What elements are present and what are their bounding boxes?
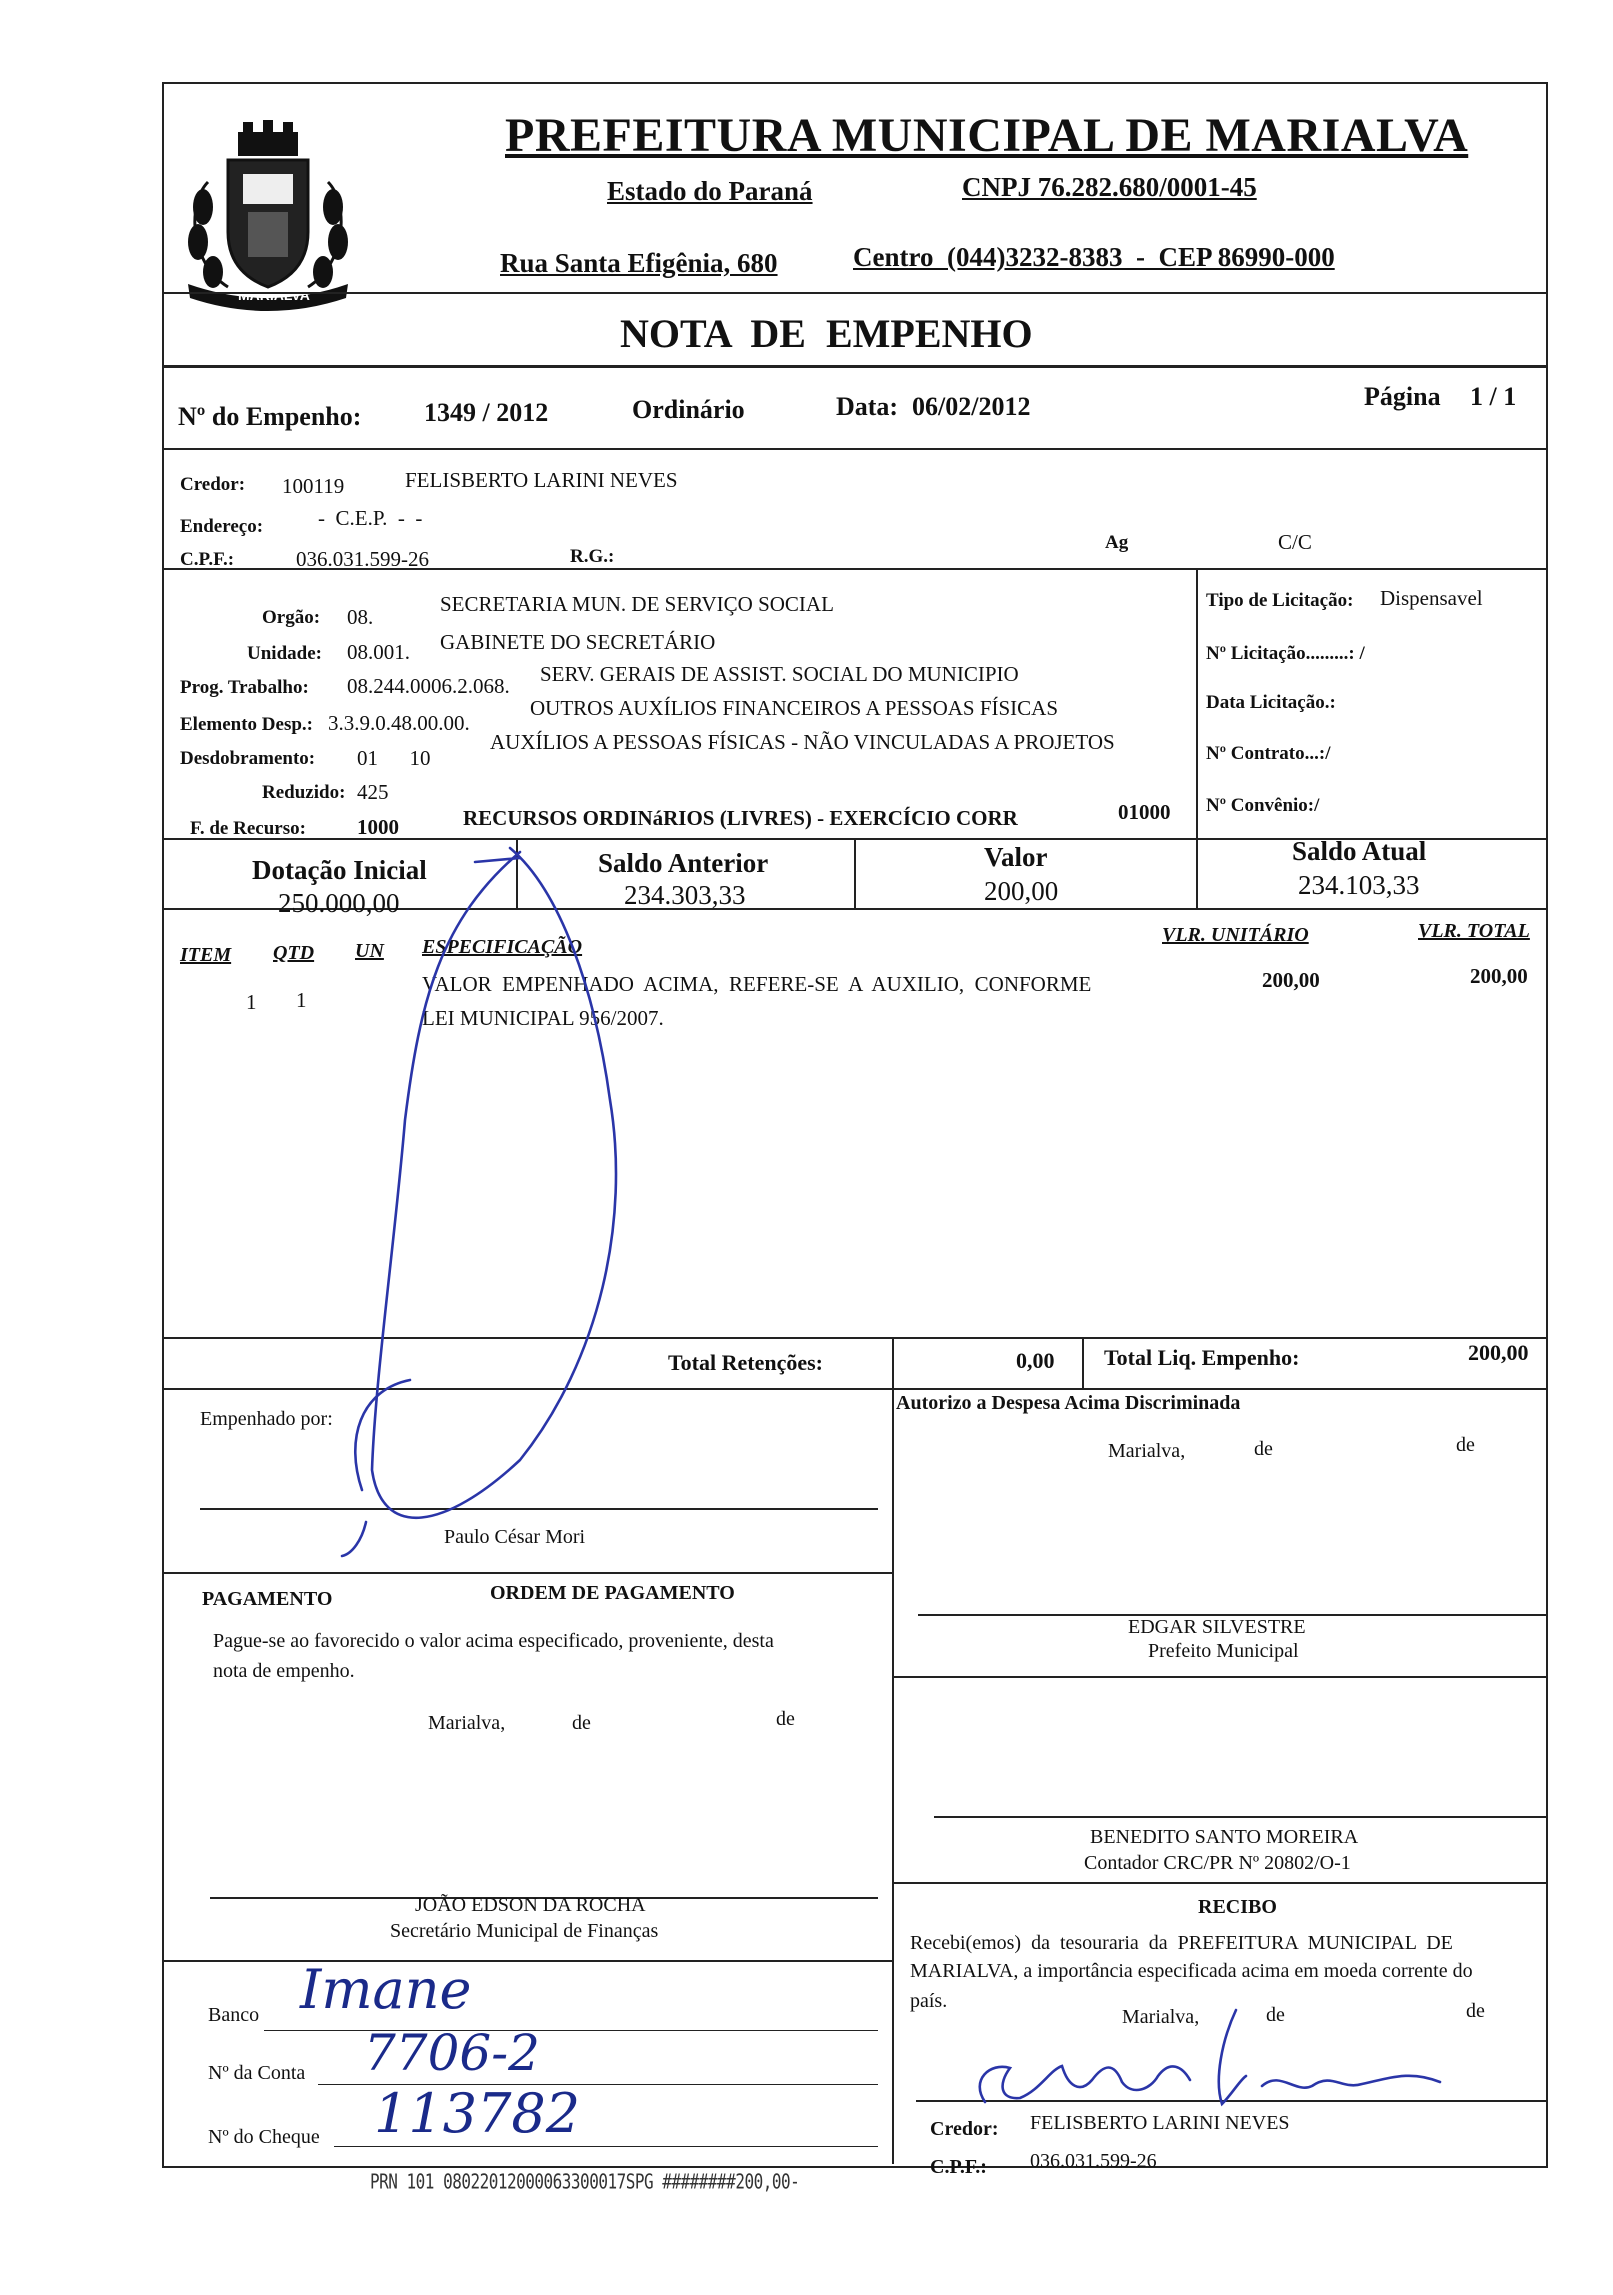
cheque-handwritten: 113782 — [374, 2082, 581, 2145]
banco-handwritten: Imane — [300, 1958, 472, 2021]
secretario-name: JOÃO EDSON DA ROCHA — [415, 1894, 646, 1916]
recibo-de2: de — [1466, 2000, 1485, 2022]
contador-role: Contador CRC/PR Nº 20802/O-1 — [1084, 1852, 1351, 1874]
unidade-name: GABINETE DO SECRETÁRIO — [440, 630, 716, 654]
recibo-title: RECIBO — [1198, 1896, 1277, 1918]
recurso-label: F. de Recurso: — [190, 818, 306, 839]
document-title: NOTA DE EMPENHO — [620, 311, 1033, 356]
valor-value: 200,00 — [984, 876, 1059, 906]
credor-code: 100119 — [282, 474, 345, 498]
item-qtd: 1 — [296, 988, 307, 1012]
unidade-label: Unidade: — [247, 643, 322, 664]
recurso-name: RECURSOS ORDINáRIOS (LIVRES) - EXERCÍCIO CORR — [463, 806, 1018, 830]
district-phone: Centro (044)3232-8383 - CEP 86990-000 — [853, 242, 1335, 272]
data-licitacao-label: Data Licitação.: — [1206, 692, 1336, 713]
recibo-cpf-label: C.P.F.: — [930, 2156, 987, 2178]
elemento-code: 3.3.9.0.48.00.00. — [328, 711, 470, 735]
item-total-value: 200,00 — [1470, 964, 1528, 988]
col-header-vlr-total: VLR. TOTAL — [1418, 920, 1530, 942]
state-name: Estado do Paraná — [607, 176, 813, 206]
item-spec-line1: VALOR EMPENHADO ACIMA, REFERE-SE A AUXILIO, CONFORME — [422, 972, 1092, 996]
machine-code: PRN 101 08022012000063300017SPG ########200,00- — [370, 2169, 800, 2194]
contador-name: BENEDITO SANTO MOREIRA — [1090, 1826, 1359, 1848]
recipient-signature — [1262, 2076, 1440, 2088]
pagamento-place: Marialva, — [428, 1712, 506, 1734]
coat-of-arms-text: MARIALVA — [238, 287, 310, 303]
empenhado-label: Empenhado por: — [200, 1408, 333, 1430]
desdobramento-label: Desdobramento: — [180, 748, 316, 769]
endereco-value: - C.E.P. - - — [318, 506, 423, 530]
banco-label: Banco — [208, 2004, 260, 2026]
liquido-value: 200,00 — [1468, 1340, 1529, 1365]
reduzido-label: Reduzido: — [262, 782, 346, 803]
cpf-value: 036.031.599-26 — [296, 547, 429, 571]
date-label: Data: — [836, 392, 899, 421]
page-value: 1 / 1 — [1470, 382, 1517, 411]
convenio-label: Nº Convênio:/ — [1206, 795, 1320, 816]
pagamento-text-line1: Pague-se ao favorecido o valor acima especificado, proveniente, desta — [213, 1630, 774, 1652]
elemento-name: OUTROS AUXÍLIOS FINANCEIROS A PESSOAS FÍSICAS — [530, 696, 1059, 720]
recipient-signature — [980, 2066, 1190, 2102]
prog-name: SERV. GERAIS DE ASSIST. SOCIAL DO MUNICIPIO — [540, 662, 1019, 686]
desdobramento-code: 01 10 — [357, 746, 431, 770]
secretario-role: Secretário Municipal de Finanças — [390, 1920, 659, 1942]
unidade-code: 08.001. — [347, 640, 410, 664]
pagamento-label: PAGAMENTO — [202, 1588, 333, 1610]
col-header-vlr-unitario: VLR. UNITÁRIO — [1162, 924, 1309, 946]
dotacao-label: Dotação Inicial — [252, 855, 427, 885]
pagamento-de1: de — [572, 1712, 591, 1734]
item-spec-line2: LEI MUNICIPAL 956/2007. — [422, 1006, 664, 1030]
item-number: 1 — [246, 990, 257, 1014]
liquido-label: Total Liq. Empenho: — [1104, 1345, 1300, 1370]
cc-label: C/C — [1278, 530, 1312, 554]
autorizo-place: Marialva, — [1108, 1440, 1186, 1462]
desdobramento-name: AUXÍLIOS A PESSOAS FÍSICAS - NÃO VINCULADAS A PROJETOS — [490, 730, 1115, 754]
retencoes-value: 0,00 — [1016, 1348, 1055, 1373]
recibo-text-line3: país. — [910, 1990, 948, 2012]
address: Rua Santa Efigênia, 680 — [500, 248, 778, 278]
cnpj: CNPJ 76.282.680/0001-45 — [962, 172, 1257, 202]
col-header-especificacao: ESPECIFICAÇÃO — [422, 936, 583, 958]
recibo-credor-label: Credor: — [930, 2118, 999, 2140]
saldo-anterior-value: 234.303,33 — [624, 880, 746, 910]
orgao-name: SECRETARIA MUN. DE SERVIÇO SOCIAL — [440, 592, 834, 616]
autorizo-label: Autorizo a Despesa Acima Discriminada — [896, 1392, 1241, 1414]
conta-handwritten: 7706-2 — [364, 2024, 540, 2082]
valor-label: Valor — [984, 842, 1048, 872]
saldo-atual-value: 234.103,33 — [1298, 870, 1420, 900]
empenho-label: Nº do Empenho: — [178, 402, 362, 431]
tipo-licitacao-value: Dispensavel — [1380, 586, 1483, 610]
col-header-qtd: QTD — [273, 942, 315, 964]
credor-name: FELISBERTO LARINI NEVES — [405, 468, 678, 492]
recibo-de1: de — [1266, 2004, 1285, 2026]
col-header-un: UN — [355, 940, 384, 962]
elemento-label: Elemento Desp.: — [180, 714, 313, 735]
prog-code: 08.244.0006.2.068. — [347, 674, 510, 698]
date-value: 06/02/2012 — [912, 392, 1031, 421]
conta-label: Nº da Conta — [208, 2062, 306, 2084]
endereco-label: Endereço: — [180, 516, 264, 537]
contrato-label: Nº Contrato...:/ — [1206, 743, 1331, 764]
item-unit-value: 200,00 — [1262, 968, 1320, 992]
dotacao-value: 250.000,00 — [278, 888, 400, 918]
blue-pen-stroke — [342, 1522, 366, 1556]
recipient-signature — [1219, 2010, 1246, 2104]
col-header-item: ITEM — [180, 944, 232, 966]
cheque-label: Nº do Cheque — [208, 2126, 320, 2148]
credor-label: Credor: — [180, 474, 246, 495]
empenho-type: Ordinário — [632, 395, 745, 424]
blue-pen-stroke — [475, 858, 520, 862]
recibo-credor-name: FELISBERTO LARINI NEVES — [1030, 2112, 1290, 2134]
page-title: PREFEITURA MUNICIPAL DE MARIALVA — [505, 109, 1469, 162]
tipo-licitacao-label: Tipo de Licitação: — [1206, 590, 1354, 611]
orgao-code: 08. — [347, 605, 374, 629]
saldo-atual-label: Saldo Atual — [1292, 836, 1427, 866]
rg-label: R.G.: — [570, 546, 615, 567]
prefeito-role: Prefeito Municipal — [1148, 1640, 1299, 1662]
autorizo-de1: de — [1254, 1438, 1273, 1460]
blue-pen-stroke — [355, 1380, 410, 1490]
recibo-text-line1: Recebi(emos) da tesouraria da PREFEITURA MUNICIPAL DE — [910, 1932, 1453, 1954]
saldo-anterior-label: Saldo Anterior — [598, 848, 769, 878]
empenho-number: 1349 / 2012 — [424, 398, 549, 427]
prog-label: Prog. Trabalho: — [180, 677, 309, 698]
prefeito-name: EDGAR SILVESTRE — [1128, 1616, 1306, 1638]
recibo-cpf-value: 036.031.599-26 — [1030, 2150, 1157, 2172]
blue-pen-loop — [372, 848, 616, 1518]
retencoes-label: Total Retenções: — [668, 1350, 823, 1375]
num-licitacao-label: Nº Licitação.........: / — [1206, 643, 1365, 664]
orgao-label: Orgão: — [262, 607, 321, 628]
cpf-label: C.P.F.: — [180, 549, 235, 570]
recurso-code: 1000 — [357, 815, 399, 839]
reduzido-value: 425 — [357, 780, 389, 804]
ordem-pagamento-label: ORDEM DE PAGAMENTO — [490, 1582, 735, 1604]
ag-label: Ag — [1105, 532, 1129, 553]
pagamento-text-line2: nota de empenho. — [213, 1660, 355, 1682]
recurso-number: 01000 — [1118, 800, 1171, 824]
recibo-place: Marialva, — [1122, 2006, 1200, 2028]
recibo-text-line2: MARIALVA, a importância especificada acima em moeda corrente do — [910, 1960, 1473, 1982]
page-label: Página — [1364, 382, 1441, 411]
pagamento-de2: de — [776, 1708, 795, 1730]
autorizo-de2: de — [1456, 1434, 1475, 1456]
empenhado-name: Paulo César Mori — [444, 1526, 586, 1548]
